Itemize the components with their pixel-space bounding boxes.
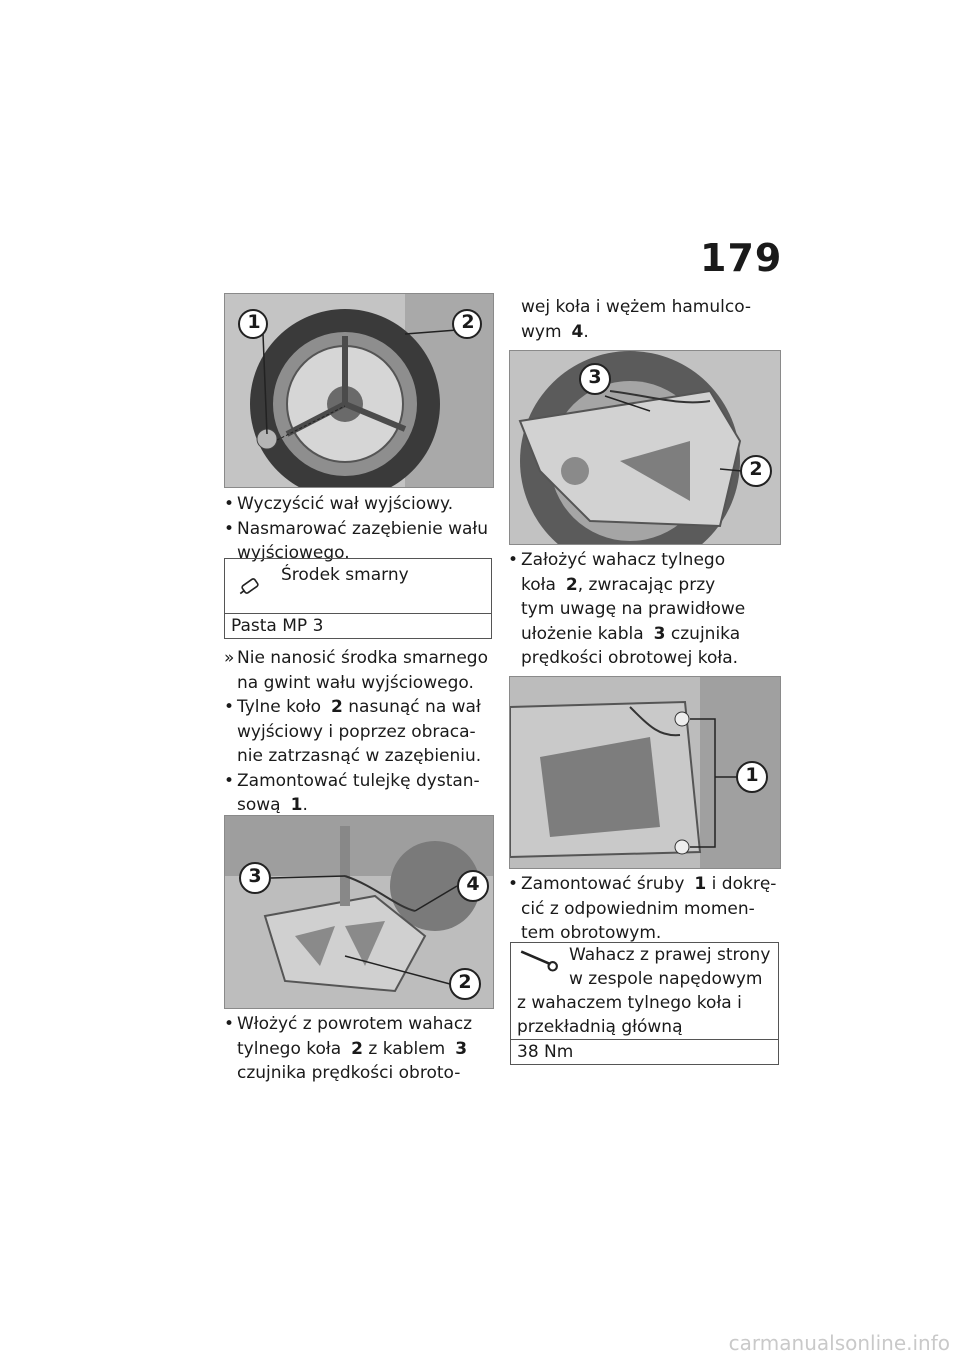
callout-4: 4 [466,873,480,895]
callout-3: 3 [588,366,602,388]
spec-value: 38 Nm [511,1039,778,1064]
callout-1: 1 [247,311,261,333]
swing-arm-bolts-illustration [510,677,780,868]
rear-wheel-illustration [225,294,493,487]
watermark: carmanualsonline.info [728,1331,950,1355]
spec-line: w zespole napędowym [569,969,763,989]
list-item: • Tylne koło 2 nasunąć na wał wyjściowy i poprzez obraca- nie zatrzasnąć w zazębieniu. [224,697,482,766]
list-item: • Założyć wahacz tylnego koła 2, zwracając przy tym uwagę na prawidłowe ułożenie kabla 3 czujnika prędkości obrotowej koła. [508,550,746,668]
list-item: • Nasmarować zazębienie wału wyjściowego. [224,518,489,563]
list-item: • Włożyć z powrotem wahacz tylnego koła 2 z kablem 3 czujnika prędkości obroto- [224,1014,473,1083]
grease-tube-icon [237,573,263,599]
list-item: • Wyczyścić wał wyjściowy. [224,494,454,514]
spec-value: Pasta MP 3 [225,613,491,638]
swing-arm-cable-illustration [510,351,780,544]
figure-swing-arm-bolts [509,676,781,869]
spec-box-lubricant [224,558,492,639]
figure-swing-arm-insert [224,815,494,1009]
list-item: • Zamontować śruby 1 i dokrę- cić z odpowiednim momen- tem obrotowym. [508,874,777,943]
spec-line: Wahacz z prawej strony [569,945,771,965]
list-item: • Zamontować tulejkę dystan- sową 1. [224,770,480,815]
callout-2: 2 [458,971,472,993]
swing-arm-illustration [225,816,493,1008]
note-item: » Nie nanosić środka smarnego na gwint wału wyjściowego. [224,648,488,693]
torque-wrench-icon [517,947,559,973]
spec-line: z wahaczem tylnego koła i [517,993,742,1013]
figure-swing-arm-cable [509,350,781,545]
list-item-continuation: wej koła i wężem hamulco- wym 4. [521,297,752,342]
spec-box-torque [510,942,779,1065]
page-number: 179 [700,236,783,280]
spec-title: Środek smarny [281,565,409,585]
callout-2: 2 [749,458,763,480]
figure-rear-wheel [224,293,494,488]
callout-3: 3 [248,865,262,887]
spec-line: przekładnią główną [517,1017,683,1037]
callout-1: 1 [745,764,759,786]
callout-2: 2 [461,311,475,333]
